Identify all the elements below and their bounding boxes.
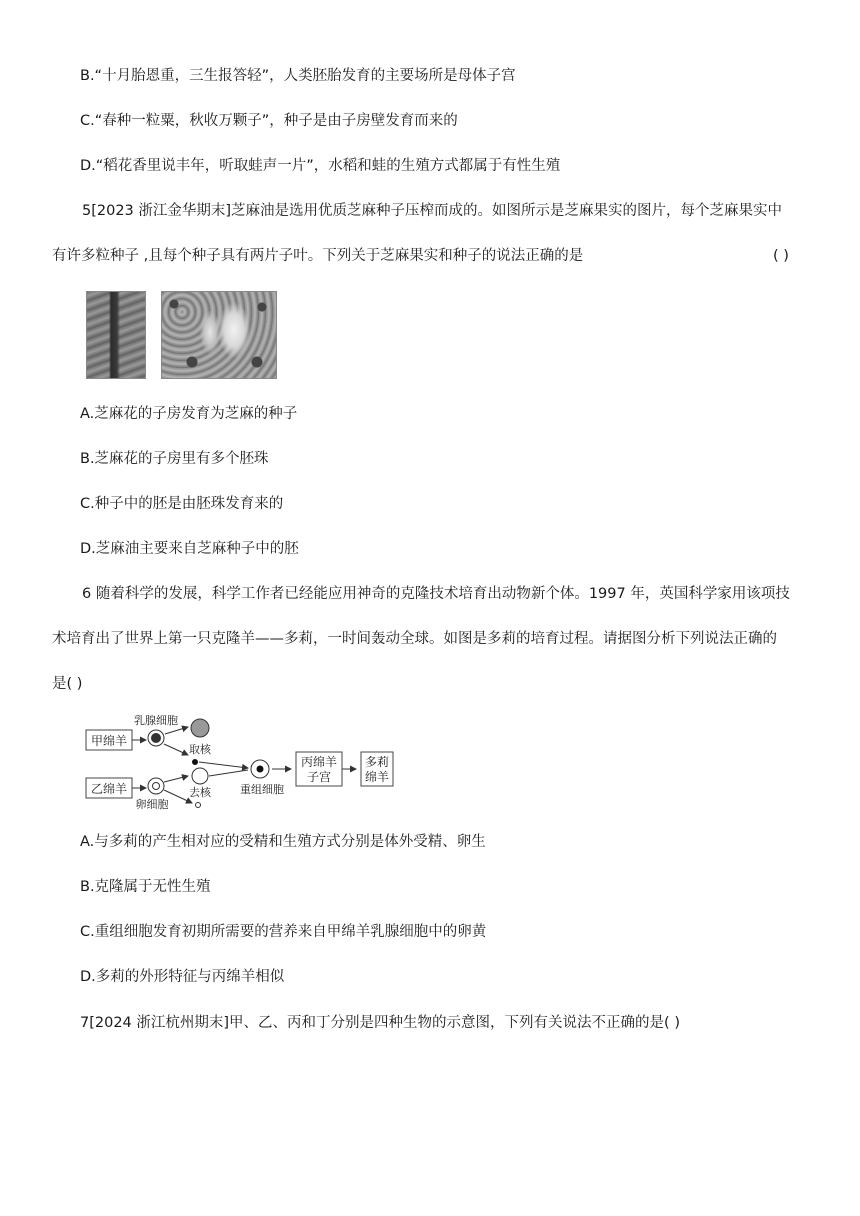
q5-option-a: A.芝麻花的子房发育为芝麻的种子 [80, 406, 298, 422]
q7-stem: 7[2024 浙江杭州期末]甲、乙、丙和丁分别是四种生物的示意图，下列有关说法不正确的是( ) [80, 1015, 680, 1031]
dolly-label-line2: 绵羊 [364, 770, 390, 784]
q4-option-d: D.“稻花香里说丰年，听取蛙声一片”，水稻和蛙的生殖方式都属于有性生殖 [80, 158, 561, 174]
egg-cell-label: 卵细胞 [135, 798, 169, 811]
q6-stem-line1: 6 随着科学的发展，科学工作者已经能应用神奇的克隆技术培育出动物新个体。1997 年，英国科学家用该项技 [82, 586, 790, 602]
q4-option-b: B.“十月胎恩重，三生报答轻”，人类胚胎发育的主要场所是母体子宫 [80, 68, 516, 84]
sesame-plant-photo [86, 291, 146, 379]
q6-stem-line3: 是( ) [52, 676, 83, 692]
q6-option-b: B.克隆属于无性生殖 [80, 879, 211, 895]
uterus-label-line1: 丙绵羊 [300, 755, 338, 769]
enucleated-egg-icon [192, 768, 208, 784]
donor-cytoplasm-icon [191, 719, 209, 737]
q5-answer-paren: ( ) [773, 248, 789, 264]
sheep-a-label: 甲绵羊 [90, 734, 128, 748]
dolly-label-line1: 多莉 [364, 755, 390, 769]
q5-option-d: D.芝麻油主要来自芝麻种子中的胚 [80, 541, 299, 557]
q5-option-c: C.种子中的胚是由胚珠发育来的 [80, 496, 284, 512]
q6-option-c: C.重组细胞发育初期所需要的营养来自甲绵羊乳腺细胞中的卵黄 [80, 924, 487, 940]
q6-option-d: D.多莉的外形特征与丙绵羊相似 [80, 969, 285, 985]
q5-stem-line1: 5[2023 浙江金华期末]芝麻油是选用优质芝麻种子压榨而成的。如图所示是芝麻果实的图片，每个芝麻果实中 [82, 203, 783, 219]
recombined-cell-label: 重组细胞 [240, 783, 284, 796]
q4-option-c: C.“春种一粒粟，秋收万颗子”，种子是由子房壁发育而来的 [80, 113, 458, 129]
take-nucleus-label: 取核 [189, 743, 211, 756]
sheep-b-label: 乙绵羊 [90, 782, 128, 796]
q6-stem-line2: 术培育出了世界上第一只克隆羊——多莉，一时间轰动全球。如图是多莉的培育过程。请据图分析下列说法正确的 [52, 631, 777, 647]
q5-option-b: B.芝麻花的子房里有多个胚珠 [80, 451, 269, 467]
q6-option-a: A.与多莉的产生相对应的受精和生殖方式分别是体外受精、卵生 [80, 834, 486, 850]
q5-stem-line2: 有许多粒种子 ,且每个种子具有两片子叶。下列关于芝麻果实和种子的说法正确的是 [52, 248, 584, 264]
mammary-cell-label: 乳腺细胞 [134, 714, 178, 727]
removed-nucleus-icon [196, 803, 201, 808]
uterus-label-line2: 子宫 [306, 770, 332, 784]
sesame-fruit-photo [161, 291, 277, 379]
cloning-diagram [84, 712, 404, 812]
remove-nucleus-label: 去核 [189, 786, 211, 799]
nucleus-dot-icon [192, 759, 198, 765]
